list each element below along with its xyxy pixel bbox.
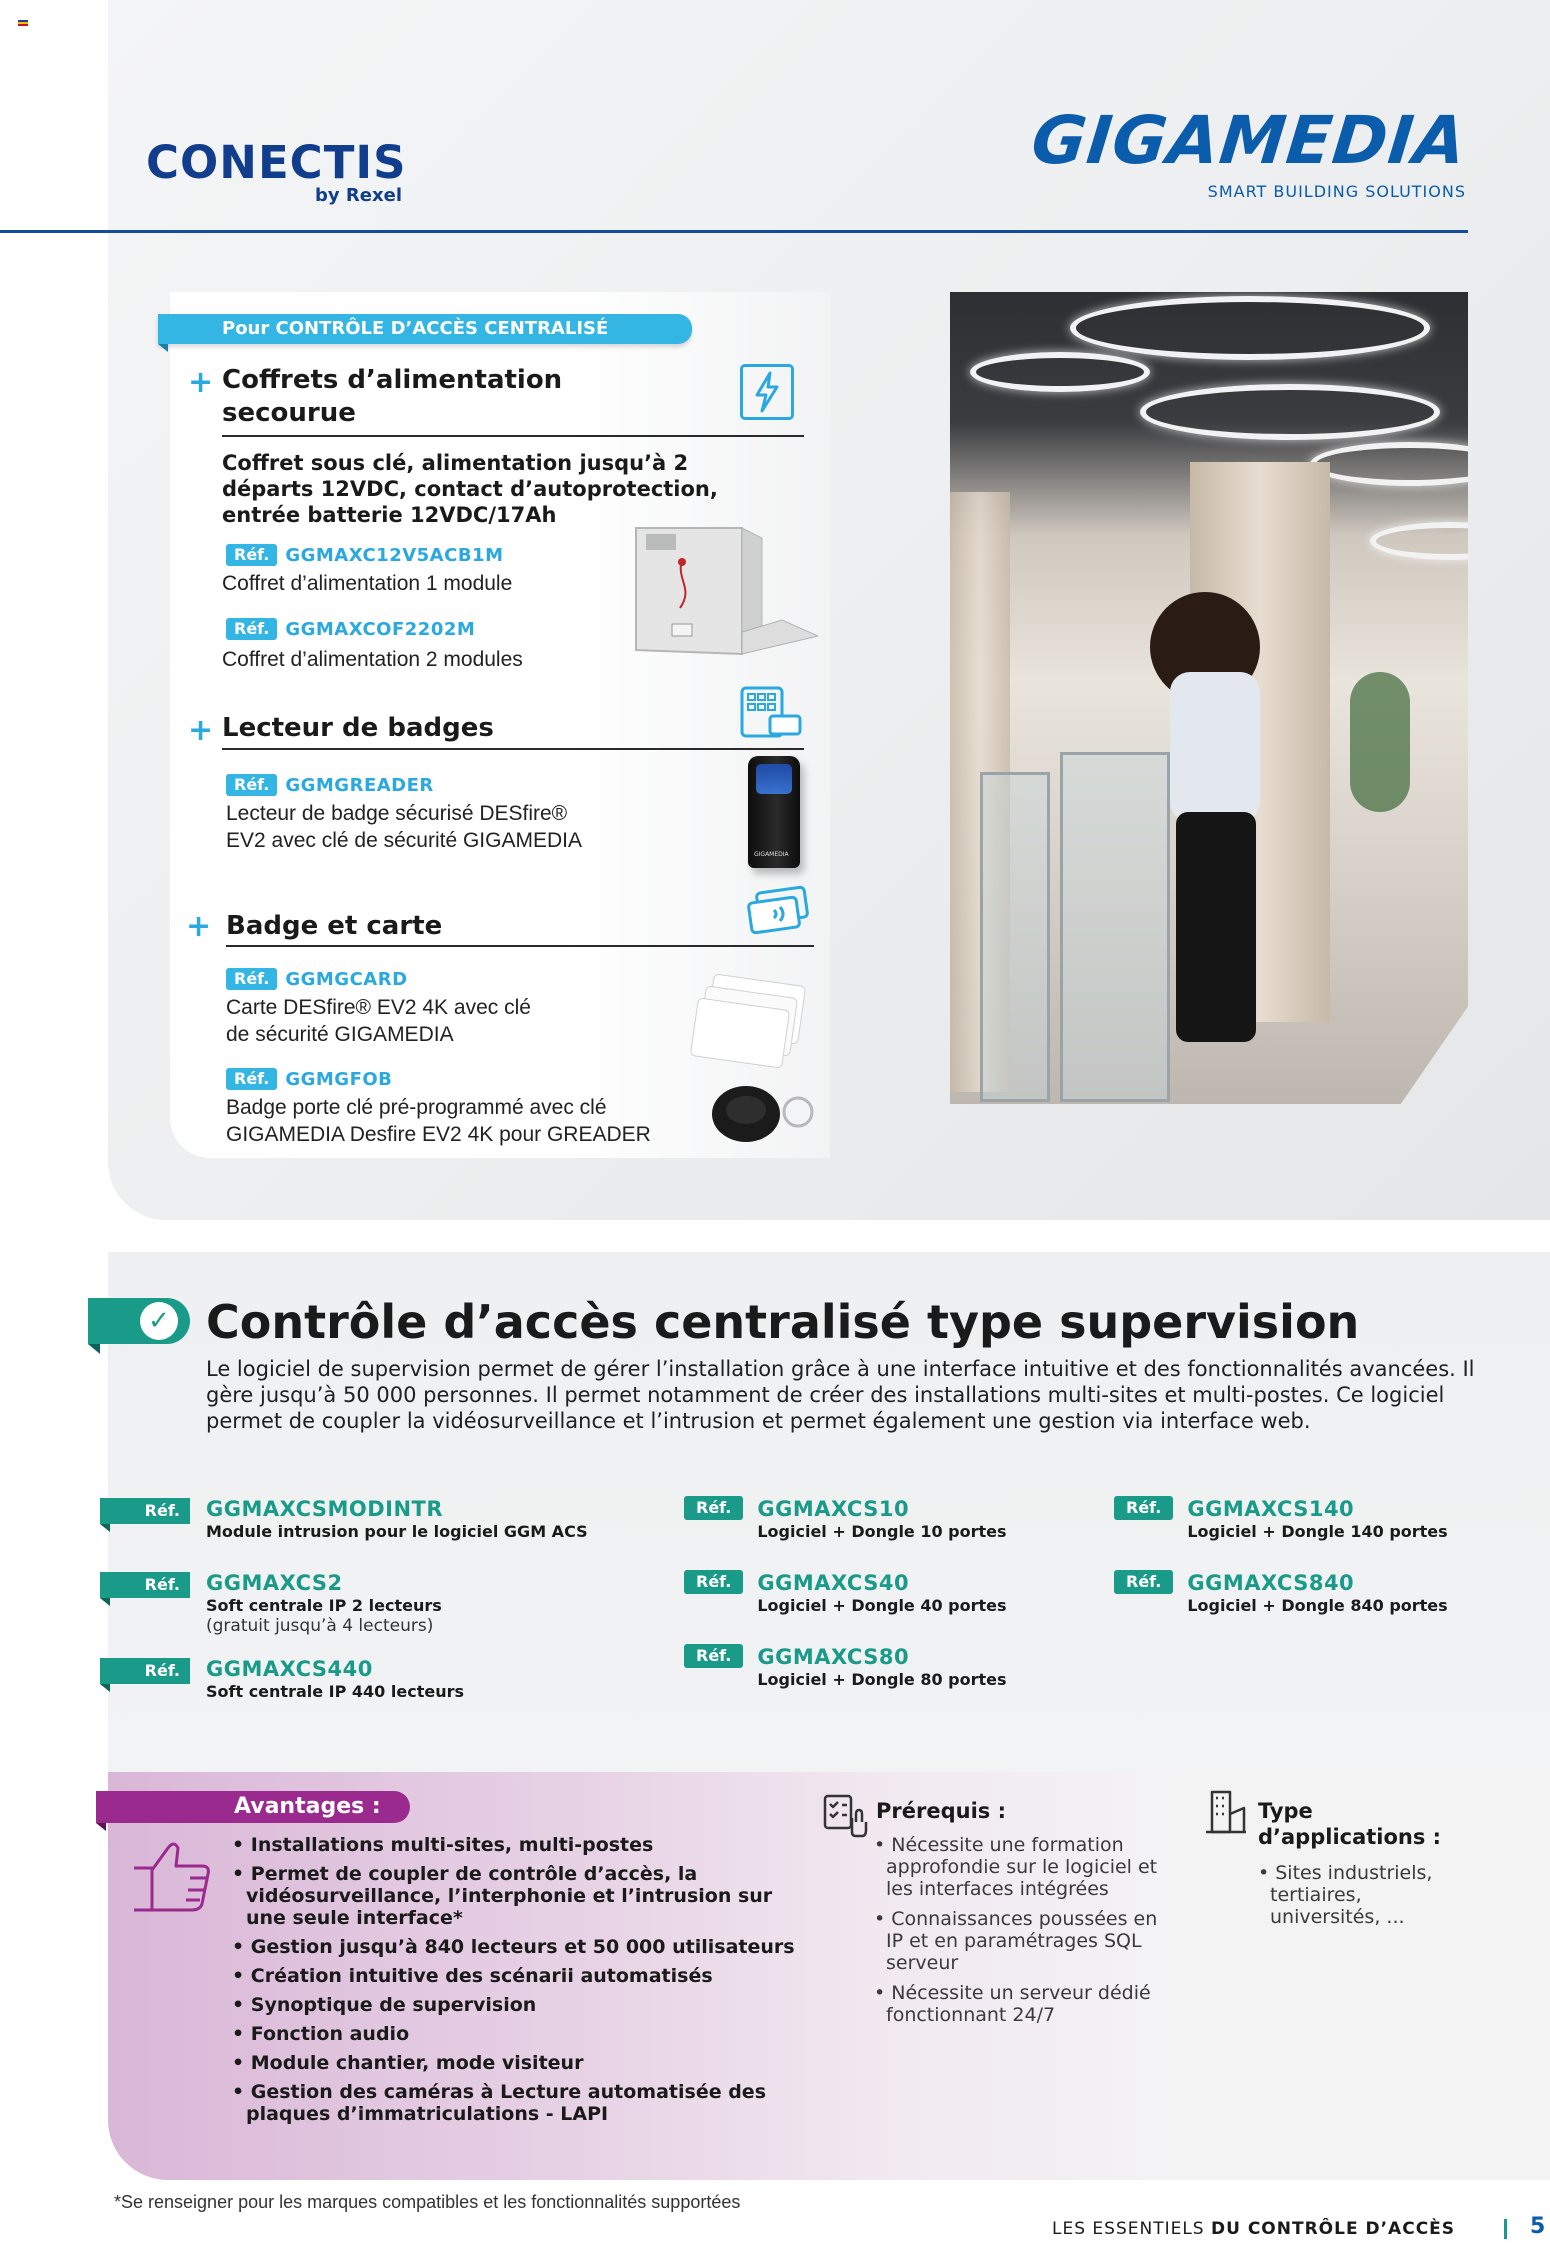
list-item: • Gestion des caméras à Lecture automatisée des plaques d’immatriculations - LAPI (232, 2081, 812, 2125)
card-stack-image (690, 972, 810, 1068)
conectis-by-rexel: by Rexel (315, 185, 402, 206)
ref-badge: Réf. (100, 1572, 190, 1598)
plus-icon: + (186, 909, 212, 944)
ref-code: GGMAXCS40 (757, 1571, 910, 1595)
product-item (222, 544, 513, 597)
ref-description: Module intrusion pour le logiciel GGM ACS (206, 1522, 588, 1541)
gigamedia-tagline: SMART BUILDING SOLUTIONS (1207, 182, 1466, 201)
ref-badge: Réf. (684, 1496, 743, 1520)
badge-reader-image (748, 756, 800, 868)
footnote: *Se renseigner pour les marques compatibles et les fonctionnalités supportées (114, 2192, 741, 2212)
checkmark-icon: ✓ (140, 1302, 178, 1340)
ref-code: GGMAXCS10 (757, 1497, 910, 1521)
ref-code: GGMAXCS840 (1187, 1571, 1355, 1595)
product-description (226, 994, 531, 1048)
section-title-badge-reader: Lecteur de badges (222, 713, 494, 743)
ref-description: Logiciel + Dongle 80 portes (757, 1670, 1007, 1689)
list-item: • Création intuitive des scénarii automatisés (232, 1965, 812, 1987)
ref-badge: Réf. (226, 968, 277, 990)
section-title-badge-card: Badge et carte (226, 911, 443, 941)
supervision-description: Le logiciel de supervision permet de gérer l’installation grâce à une interface intuitive et des fonctionnalités avancées. Il gère jusqu’à 50 000 personnes. Il permet notamment de créer des installations multi-sites et multi-postes. Ce logiciel permet de coupler la vidéosurveillance et l’intrusion et permet également une gestion via interface web. (206, 1357, 1475, 1433)
ref-description: Logiciel + Dongle 840 portes (1187, 1596, 1448, 1615)
product-description-line: Badge porte clé pré-programmé avec clé (226, 1096, 607, 1119)
list-item: • Module chantier, mode visiteur (232, 2052, 812, 2074)
ref-item (206, 1656, 464, 1702)
ref-badge: Réf. (1114, 1570, 1173, 1594)
product-description-line: EV2 avec clé de sécurité GIGAMEDIA (226, 829, 582, 852)
product-item (226, 968, 531, 1048)
list-item: • Installations multi-sites, multi-postes (232, 1834, 812, 1856)
list-item: • Nécessite une formation approfondie sur le logiciel et les interfaces intégrées (874, 1834, 1174, 1900)
office-photo (950, 292, 1468, 1104)
product-description: Coffret d’alimentation 1 module (222, 572, 513, 595)
footer-section-title (1052, 2219, 1455, 2239)
ref-badge: Réf. (100, 1498, 190, 1524)
product-item (226, 1068, 651, 1148)
gigamedia-logo (1027, 102, 1471, 201)
ref-code: GGMAXCS2 (206, 1571, 343, 1595)
conectis-logo (146, 136, 407, 206)
checklist-hand-icon (822, 1792, 868, 1838)
list-item: • Sites industriels, tertiaires, universités, ... (1258, 1862, 1438, 1928)
ref-description: Logiciel + Dongle 10 portes (757, 1522, 1007, 1541)
plus-icon: + (188, 713, 214, 748)
section-rule (226, 945, 814, 947)
product-item (226, 774, 582, 854)
flag-icon (18, 20, 28, 26)
ref-description: Logiciel + Dongle 40 portes (757, 1596, 1007, 1615)
ref-item (206, 1496, 588, 1542)
ref-badge: Réf. (684, 1570, 743, 1594)
thumbs-up-icon (130, 1838, 214, 1914)
section-rule (222, 748, 804, 750)
section-title-line: Coffrets d’alimentation (222, 365, 563, 395)
power-cabinet-description: Coffret sous clé, alimentation jusqu’à 2 départs 12VDC, contact d’autoprotection, entrée batterie 12VDC/17Ah (222, 451, 718, 527)
ref-description: Soft centrale IP 440 lecteurs (206, 1682, 465, 1701)
product-description-line: GIGAMEDIA Desfire EV2 4K pour GREADER (226, 1123, 651, 1146)
lightning-icon (740, 364, 794, 420)
section-title-line: secourue (222, 398, 356, 428)
ref-code: GGMGFOB (285, 1068, 393, 1090)
applications-title-line: d’applications : (1258, 1825, 1442, 1849)
ref-badge: Réf. (226, 774, 277, 796)
ref-badge: Réf. (226, 544, 277, 566)
power-cabinet-image (632, 524, 818, 664)
ref-item (1114, 1496, 1448, 1542)
product-description (226, 800, 582, 854)
keypad-badge-icon (740, 686, 804, 742)
supervision-title: Contrôle d’accès centralisé type supervision (206, 1295, 1360, 1349)
ref-code: GGMAXCS440 (206, 1657, 373, 1681)
applications-list (1258, 1862, 1438, 1936)
ref-code: GGMAXCS80 (757, 1645, 910, 1669)
list-item: • Gestion jusqu’à 840 lecteurs et 50 000 utilisateurs (232, 1936, 812, 1958)
ref-item (684, 1496, 1007, 1542)
ref-code: GGMAXC12V5ACB1M (285, 544, 504, 566)
product-description-line: Carte DESfire® EV2 4K avec clé (226, 996, 531, 1019)
gigamedia-brand: GIGAMEDIA (1027, 102, 1471, 179)
applications-title (1258, 1798, 1441, 1850)
ref-item (206, 1570, 442, 1636)
list-item: • Nécessite un serveur dédié fonctionnant 24/7 (874, 1982, 1174, 2026)
footer-bold: DU CONTRÔLE D’ACCÈS (1211, 2219, 1456, 2239)
product-item (222, 618, 523, 673)
footer-prefix: LES ESSENTIELS (1052, 2219, 1205, 2239)
plus-icon: + (188, 365, 214, 400)
product-description-line: Lecteur de badge sécurisé DESfire® (226, 802, 568, 825)
ref-badge: Réf. (100, 1658, 190, 1684)
applications-title-line: Type (1258, 1799, 1313, 1823)
key-fob-image (706, 1080, 818, 1144)
page-number: 5 (1530, 2214, 1546, 2239)
ref-code: GGMAXCSMODINTR (206, 1497, 444, 1521)
ref-item (684, 1570, 1007, 1616)
section-rule (222, 435, 804, 437)
buildings-icon (1204, 1788, 1248, 1836)
ref-code: GGMAXCS140 (1187, 1497, 1355, 1521)
ref-item (1114, 1570, 1448, 1616)
ref-code: GGMGCARD (285, 968, 408, 990)
product-description-line: de sécurité GIGAMEDIA (226, 1023, 454, 1046)
list-item: • Fonction audio (232, 2023, 812, 2045)
prerequisites-title: Prérequis : (876, 1799, 1006, 1823)
ref-item (684, 1644, 1007, 1690)
ref-code: GGMAXCOF2202M (285, 618, 476, 640)
conectis-brand: CONECTIS (146, 136, 407, 189)
ref-badge: Réf. (226, 1068, 277, 1090)
product-description (226, 1094, 651, 1148)
advantages-banner: Avantages : (96, 1791, 410, 1823)
ref-description: Logiciel + Dongle 140 portes (1187, 1522, 1448, 1541)
ref-badge: Réf. (1114, 1496, 1173, 1520)
ref-badge: Réf. (684, 1644, 743, 1668)
reader-label: GIGAMEDIA (754, 851, 789, 858)
list-item: • Connaissances poussées en IP et en paramétrages SQL serveur (874, 1908, 1174, 1974)
product-description: Coffret d’alimentation 2 modules (222, 648, 523, 671)
list-item: • Permet de coupler de contrôle d’accès, la vidéosurveillance, l’interphonie et l’intrusion sur une seule interface* (232, 1863, 812, 1929)
prerequisites-list (874, 1834, 1174, 2034)
footer-divider (1504, 2219, 1507, 2239)
ref-note: (gratuit jusqu’à 4 lecteurs) (206, 1616, 434, 1636)
ref-code: GGMGREADER (285, 774, 434, 796)
advantages-list (232, 1834, 812, 2132)
header-divider (0, 230, 1468, 233)
centralized-banner: Pour CONTRÔLE D’ACCÈS CENTRALISÉ (158, 314, 692, 344)
ref-badge: Réf. (226, 618, 277, 640)
contactless-card-icon (744, 884, 810, 940)
ref-description: Soft centrale IP 2 lecteurs (206, 1596, 442, 1615)
section-title-power-cabinet (222, 364, 562, 430)
list-item: • Synoptique de supervision (232, 1994, 812, 2016)
